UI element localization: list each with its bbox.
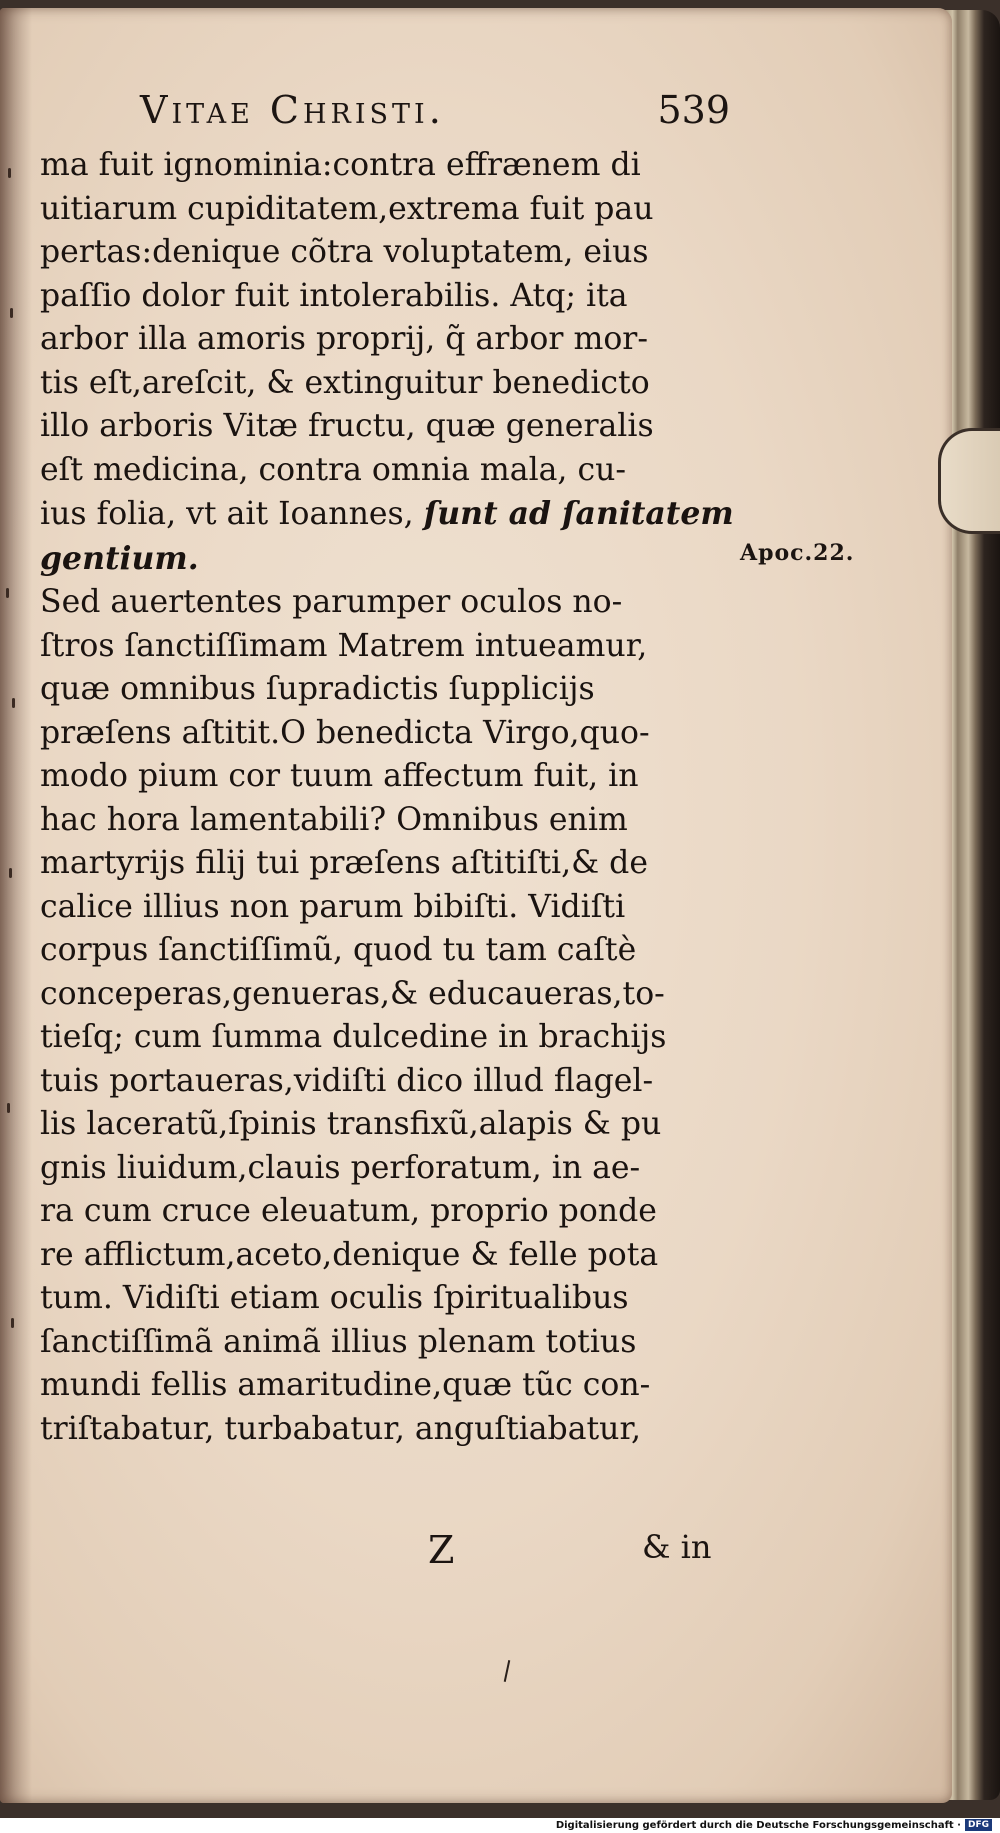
text-line — [40, 1234, 730, 1278]
text-line-content: ra cum cruce eleuatum, proprio ponde — [40, 1193, 657, 1229]
digitization-footer — [0, 1818, 1000, 1833]
running-title: Vitae Christi. — [140, 88, 445, 132]
text-line — [40, 1016, 730, 1060]
text-line — [40, 362, 730, 406]
text-line — [40, 405, 730, 449]
text-line-content: uitiarum cupiditatem,extrema fuit pau — [40, 190, 654, 227]
text-line — [40, 755, 730, 799]
footer-credit — [556, 1818, 992, 1833]
text-line — [40, 318, 730, 362]
text-line — [40, 842, 730, 886]
text-line — [40, 625, 730, 669]
text-line — [40, 188, 730, 232]
text-line-content: eſt medicina, contra omnia mala, cu- — [40, 451, 627, 488]
text-line — [40, 1190, 730, 1234]
text-line-content: illo arboris Vitæ fructu, quæ generalis — [40, 408, 654, 444]
text-line — [40, 275, 730, 319]
text-line-content: conceperas,genueras,& educaueras,to- — [40, 975, 665, 1012]
text-line-content: paſſio dolor fuit intolerabilis. Atq; ita — [40, 277, 628, 314]
running-head — [140, 88, 730, 132]
text-line — [40, 492, 734, 537]
text-line-content: ius folia, vt ait Ioannes, — [40, 496, 424, 532]
text-line — [40, 1321, 730, 1365]
text-line — [40, 1103, 730, 1147]
dfg-logo: DFG — [965, 1819, 992, 1831]
italic-quotation: gentium. — [40, 539, 199, 577]
text-line-content: præſens aſtitit.O benedicta Virgo,quo- — [40, 714, 650, 751]
text-line — [40, 449, 730, 493]
page-number: 539 — [657, 88, 730, 132]
text-line — [40, 712, 730, 756]
text-line-content: pertas:denique cõtra voluptatem, eius — [40, 234, 649, 270]
italic-quotation: ſunt ad ſanitatem — [423, 495, 734, 532]
text-line — [40, 581, 730, 625]
text-line — [40, 1408, 730, 1452]
text-line — [40, 929, 730, 973]
text-line-content: re afflictum,aceto,denique & felle pota — [40, 1236, 659, 1273]
text-line — [40, 231, 730, 275]
text-line-content: hac hora lamentabili? Omnibus enim — [40, 801, 628, 838]
text-line — [40, 1277, 730, 1321]
text-line-content: tuis portaueras,vidiſti dico illud flagel- — [40, 1062, 654, 1099]
text-line — [40, 799, 730, 843]
text-line-content: triſtabatur, turbabatur, anguſtiabatur, — [40, 1410, 642, 1447]
text-line — [40, 1060, 730, 1104]
text-line — [40, 1147, 730, 1191]
text-line-content: modo pium cor tuum affectum fuit, in — [40, 758, 639, 794]
text-line-content: tis eſt,areſcit, & extinguitur benedicto — [40, 364, 650, 401]
text-line — [40, 537, 730, 582]
signature-mark: Z — [428, 1528, 455, 1572]
text-line-content: ſanctiſſimã animã illius plenam totius — [40, 1323, 637, 1360]
text-line-content: tieſq; cum ſumma dulcedine in brachijs — [40, 1019, 667, 1055]
marginal-reference: Apoc.22. — [740, 540, 855, 566]
catchword: & in — [642, 1528, 712, 1566]
text-line-content: lis laceratũ,ſpinis transfixũ,alapis & pu — [40, 1106, 662, 1142]
text-line — [40, 1364, 730, 1408]
text-line — [40, 668, 730, 712]
text-line-content: martyrijs filij tui præſens aſtitiſti,& de — [40, 845, 648, 881]
text-line-content: ma fuit ignominia:contra effrænem di — [40, 147, 641, 183]
text-line-content: calice illius non parum bibiſti. Vidiſti — [40, 888, 626, 925]
binding-specks — [0, 8, 40, 1803]
text-line — [40, 973, 730, 1017]
text-line-content: quæ omnibus ſupradictis ſupplicijs — [40, 671, 595, 707]
page-tab-marker — [938, 428, 1000, 534]
digitization-note: Digitalisierung gefördert durch die Deutsche Forschungsgemeinschaft · — [555, 1820, 961, 1831]
text-line-content: arbor illa amoris proprij, q̃ arbor mor- — [40, 321, 649, 357]
text-line-content: ſtros ſanctiſſimam Matrem intueamur, — [40, 627, 648, 664]
text-line-content: mundi fellis amaritudine,quæ tũc con- — [40, 1367, 651, 1403]
text-line-content: Sed auertentes parumper oculos no- — [40, 584, 623, 620]
text-line-content: gnis liuidum,clauis perforatum, in ae- — [40, 1149, 641, 1186]
text-line-content: corpus ſanctiſſimũ, quod tu tam caſtè — [40, 932, 637, 968]
body-text — [40, 144, 734, 1451]
text-line — [40, 144, 730, 188]
text-line-content: tum. Vidiſti etiam oculis ſpiritualibus — [40, 1280, 629, 1316]
text-line — [40, 886, 730, 930]
